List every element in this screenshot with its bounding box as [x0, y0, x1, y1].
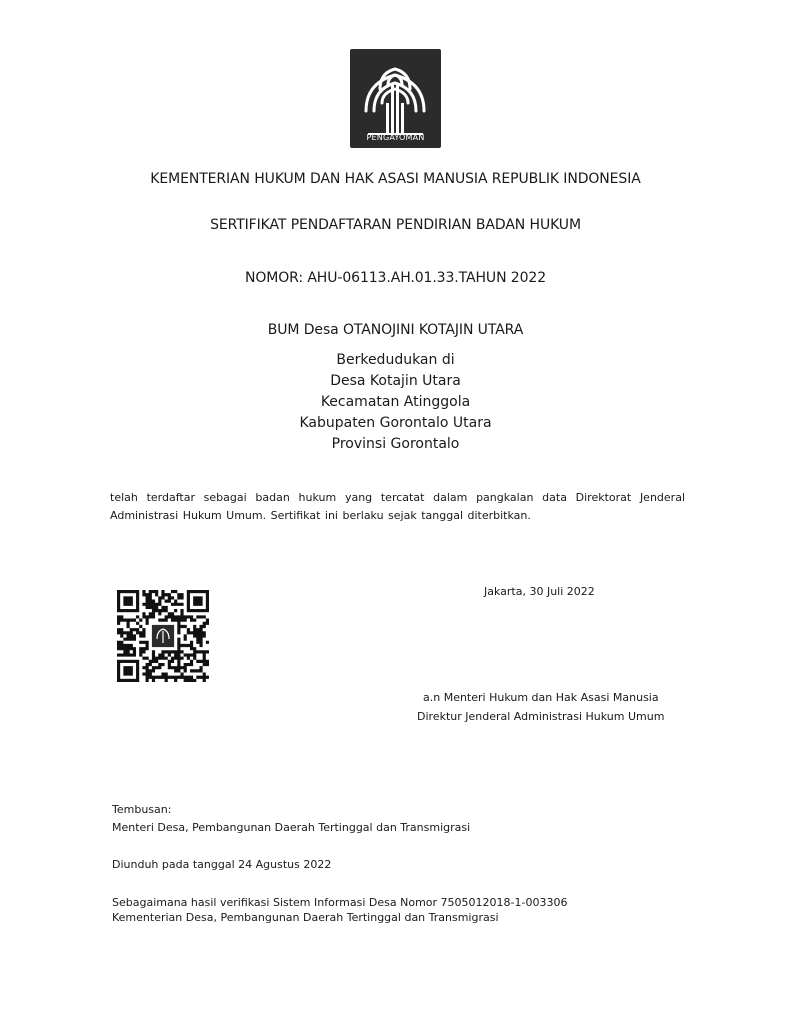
cc-label: Tembusan:	[112, 803, 172, 816]
entity-name: BUM Desa OTANOJINI KOTAJIN UTARA	[267, 322, 524, 338]
signatory-line-1: a.n Menteri Hukum dan Hak Asasi Manusia	[423, 691, 659, 704]
qr-code-icon	[117, 590, 209, 682]
signatory-line-2: Direktur Jenderal Administrasi Hukum Umum	[417, 710, 665, 723]
ministry-heading: KEMENTERIAN HUKUM DAN HAK ASASI MANUSIA REPUBLIK INDONESIA	[150, 171, 641, 187]
logo-caption: PENGAYOMAN	[366, 133, 425, 142]
download-date: Diunduh pada tanggal 24 Agustus 2022	[112, 858, 332, 871]
certificate-number: NOMOR: AHU-06113.AH.01.33.TAHUN 2022	[244, 270, 547, 286]
registration-statement: telah terdaftar sebagai badan hukum yang tercatat dalam pangkalan data Direktorat Jenderal Administrasi Hukum Umum. Sertifikat ini berlaku sejak tanggal diterbitkan.	[110, 491, 685, 522]
address-line: Kecamatan Atinggola	[320, 394, 471, 410]
pengayoman-logo	[350, 49, 441, 148]
cc-recipient: Menteri Desa, Pembangunan Daerah Tertinggal dan Transmigrasi	[112, 821, 471, 834]
address-block	[0, 350, 791, 455]
verification-line-1: Sebagaimana hasil verifikasi Sistem Informasi Desa Nomor 7505012018-1-003306	[112, 896, 568, 909]
address-line: Desa Kotajin Utara	[330, 373, 461, 389]
verification-line-2: Kementerian Desa, Pembangunan Daerah Tertinggal dan Transmigrasi	[112, 911, 499, 924]
address-line: Kabupaten Gorontalo Utara	[299, 415, 492, 431]
address-line: Provinsi Gorontalo	[331, 436, 460, 452]
certificate-title: SERTIFIKAT PENDAFTARAN PENDIRIAN BADAN HUKUM	[210, 217, 581, 233]
place-and-date: Jakarta, 30 Juli 2022	[484, 585, 595, 598]
qr-code	[117, 590, 209, 682]
address-line: Berkedudukan di	[336, 352, 455, 368]
